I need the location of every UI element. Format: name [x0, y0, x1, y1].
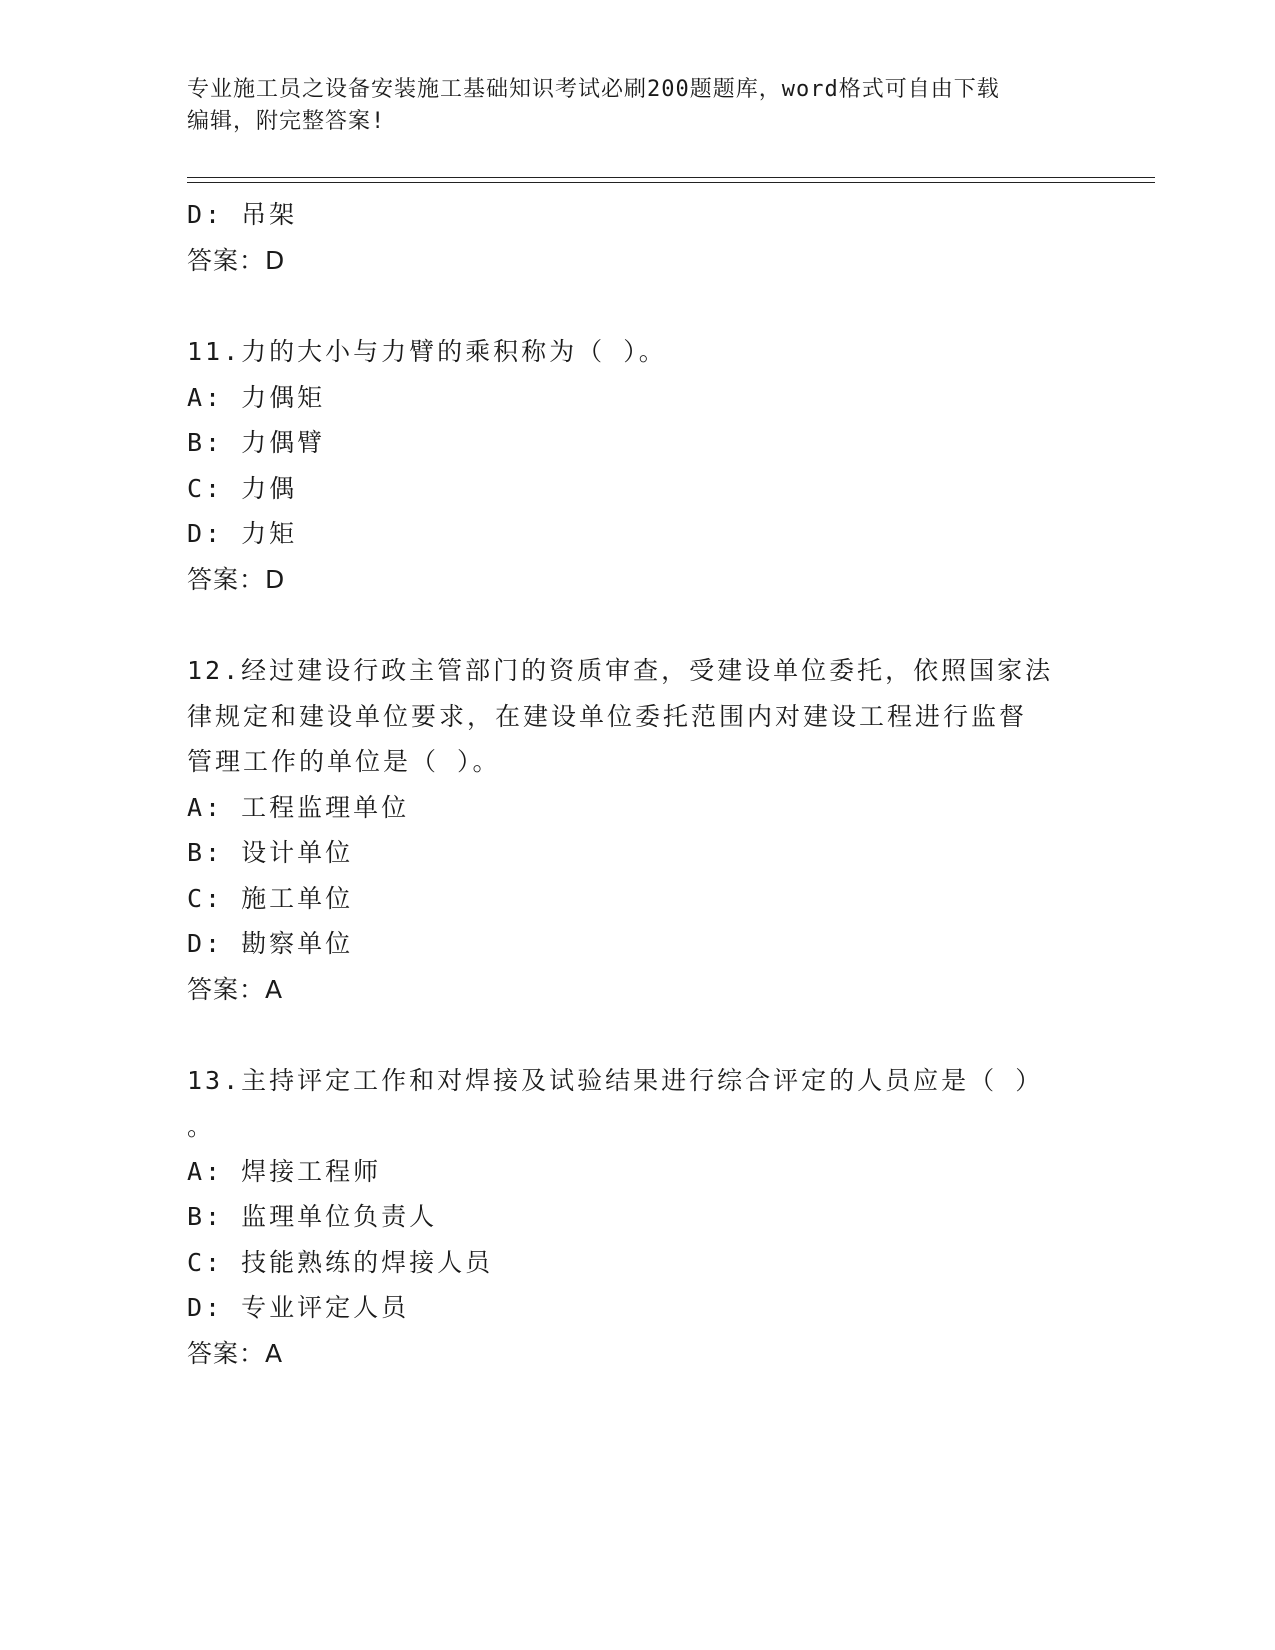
question-block-12	[187, 648, 1087, 1012]
option-a: A: 工程监理单位	[187, 792, 410, 822]
option-d: D: 勘察单位	[187, 929, 354, 958]
question-text: 。	[187, 1111, 216, 1141]
question-text: 13.主持评定工作和对焊接及试验结果进行综合评定的人员应是（ ）	[187, 1066, 1044, 1095]
option-c: C: 力偶	[187, 473, 298, 503]
option-b: B: 力偶臂	[187, 428, 326, 457]
option-b: B: 监理单位负责人	[187, 1202, 438, 1231]
option-c: C: 技能熟练的焊接人员	[187, 1247, 494, 1277]
question-text: 12.经过建设行政主管部门的资质审查，受建设单位委托，依照国家法	[187, 656, 1054, 685]
option-b: B: 设计单位	[187, 838, 354, 867]
option-a: A: 力偶矩	[187, 382, 326, 412]
header-divider-bottom	[187, 182, 1155, 183]
option-a: A: 焊接工程师	[187, 1156, 382, 1186]
header-divider-top	[187, 177, 1155, 178]
spacer	[187, 602, 1087, 648]
question-content	[187, 192, 1087, 1376]
prev-option-d: D: 吊架	[187, 200, 298, 229]
question-text: 管理工作的单位是（ ）。	[187, 747, 501, 776]
question-block-11	[187, 329, 1087, 602]
question-text: 律规定和建设单位要求，在建设单位委托范围内对建设工程进行监督	[187, 701, 1028, 731]
header-title-line-1: 专业施工员之设备安装施工基础知识考试必刷200题题库，word格式可自由下载	[187, 77, 1000, 102]
option-d: D: 专业评定人员	[187, 1293, 410, 1322]
answer: 答案：D	[187, 564, 286, 594]
question-block-13	[187, 1058, 1087, 1376]
option-c: C: 施工单位	[187, 883, 354, 913]
prev-answer: 答案：D	[187, 245, 286, 275]
answer: 答案：A	[187, 1338, 284, 1368]
question-text: 11.力的大小与力臂的乘积称为（ ）。	[187, 337, 667, 366]
spacer	[187, 1012, 1087, 1058]
header-title-line-2: 编辑，附完整答案!	[187, 109, 386, 134]
page-header	[187, 74, 1087, 138]
answer: 答案：A	[187, 974, 284, 1004]
option-d: D: 力矩	[187, 519, 298, 548]
spacer	[187, 283, 1087, 329]
